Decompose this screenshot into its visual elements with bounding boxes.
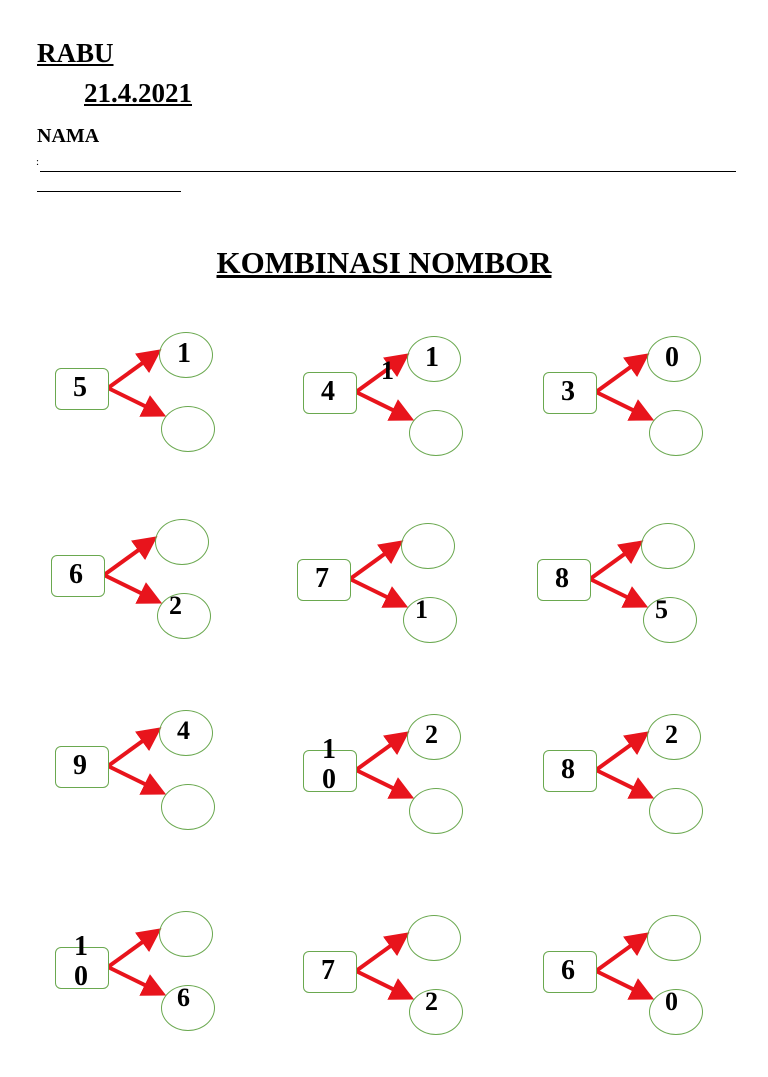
name-colon: : (36, 156, 40, 168)
whole-number-digit-2: 0 (74, 961, 88, 992)
arrow-down-icon (356, 971, 407, 996)
whole-number: 3 (561, 376, 575, 407)
arrow-up-icon (108, 354, 155, 388)
number-bond-10 (55, 933, 225, 1073)
number-bond-3 (543, 342, 713, 498)
arrow-down-icon (108, 967, 159, 992)
arrow-down-icon (596, 392, 647, 417)
date-label: 21.4.2021 (84, 78, 192, 108)
arrow-up-icon (596, 937, 643, 971)
part-number-top: 4 (177, 716, 190, 745)
arrow-up-icon (350, 545, 397, 579)
part-circle-bottom[interactable] (161, 406, 215, 452)
part-number-top: 1 (177, 338, 191, 369)
part-circle-top[interactable] (159, 911, 213, 957)
arrow-up-icon (104, 541, 151, 575)
arrow-up-icon (108, 732, 155, 766)
name-label: NAMA (37, 125, 100, 147)
part-circle-bottom (157, 593, 211, 639)
part-circle-top[interactable] (641, 523, 695, 569)
name-input-line[interactable] (40, 171, 736, 172)
whole-number: 8 (561, 754, 575, 785)
arrow-up-icon (596, 358, 643, 392)
whole-number: 6 (69, 559, 83, 590)
part-circle-bottom[interactable] (409, 410, 463, 456)
number-bond-7 (55, 716, 225, 872)
whole-number-digit-1: 1 (322, 734, 336, 765)
whole-number-digit-2: 0 (322, 764, 336, 795)
number-bond-6 (537, 545, 707, 685)
stray-number: 1 (381, 356, 394, 385)
whole-number: 6 (561, 955, 575, 986)
part-number-top: 0 (665, 342, 679, 373)
part-number-bottom: 2 (425, 987, 438, 1016)
worksheet-title-text: KOMBINASI NOMBOR (216, 245, 552, 280)
number-bond-2 (303, 342, 473, 498)
part-number-bottom: 5 (655, 595, 668, 624)
part-circle-bottom[interactable] (649, 410, 703, 456)
part-circle-bottom (403, 597, 457, 643)
number-bond-9 (543, 720, 713, 876)
part-number-bottom: 6 (177, 983, 190, 1012)
part-number-bottom: 2 (169, 591, 182, 620)
whole-number: 7 (315, 563, 329, 594)
arrow-up-icon (596, 736, 643, 770)
arrow-down-icon (350, 579, 401, 604)
whole-number: 7 (321, 955, 335, 986)
arrow-up-icon (356, 736, 403, 770)
part-circle-bottom[interactable] (161, 784, 215, 830)
part-number-bottom: 0 (665, 987, 678, 1016)
arrow-down-icon (356, 392, 407, 417)
number-bond-4 (51, 541, 221, 681)
part-circle-top[interactable] (647, 915, 701, 961)
arrow-up-icon (356, 358, 403, 392)
part-number-top: 2 (665, 720, 678, 749)
part-number-bottom: 1 (415, 595, 428, 624)
arrow-down-icon (596, 971, 647, 996)
arrow-down-icon (108, 766, 159, 791)
arrow-up-icon (108, 933, 155, 967)
whole-number: 4 (321, 376, 335, 407)
arrow-down-icon (104, 575, 155, 600)
whole-number: 9 (73, 750, 87, 781)
part-circle-top[interactable] (155, 519, 209, 565)
part-circle-top[interactable] (407, 915, 461, 961)
number-bond-11 (303, 937, 473, 1077)
part-circle-bottom[interactable] (649, 788, 703, 834)
arrow-down-icon (356, 770, 407, 795)
part-number-top: 1 (425, 342, 439, 373)
part-number-top: 2 (425, 720, 438, 749)
number-bond-1 (55, 338, 225, 494)
whole-number-digit-1: 1 (74, 931, 88, 962)
arrow-down-icon (108, 388, 159, 413)
arrow-up-icon (356, 937, 403, 971)
number-bond-8 (303, 720, 473, 876)
part-circle-bottom (643, 597, 697, 643)
arrow-up-icon (590, 545, 637, 579)
number-bond-5 (297, 545, 467, 685)
arrow-down-icon (590, 579, 641, 604)
part-circle-top[interactable] (401, 523, 455, 569)
whole-number: 8 (555, 563, 569, 594)
arrow-down-icon (596, 770, 647, 795)
worksheet-title (0, 245, 768, 281)
day-label: RABU (37, 38, 114, 68)
whole-number: 5 (73, 372, 87, 403)
name-input-line-continued[interactable] (37, 191, 181, 192)
number-bond-12 (543, 937, 713, 1077)
part-circle-bottom[interactable] (409, 788, 463, 834)
